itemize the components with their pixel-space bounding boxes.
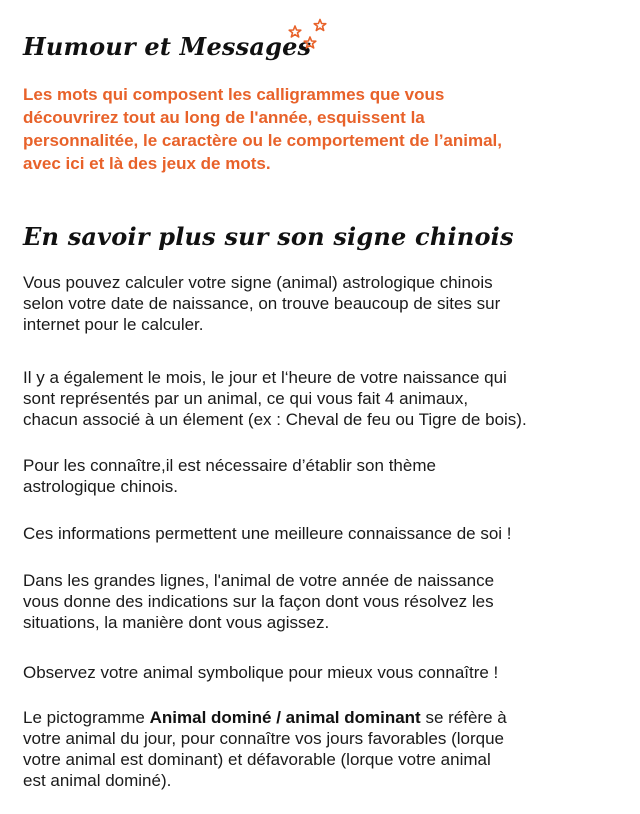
paragraph-theme-astrologique: Pour les connaître,il est nécessaire d’établir son thème astrologique chinois. <box>23 456 436 496</box>
pictogramme-text-before: Le pictogramme <box>23 708 150 727</box>
intro-calligrammes: Les mots qui composent les calligrammes que vous découvrirez tout au long de l'année, esquissent la personnalitée, le caractère ou le comportement de l’animal, avec ici et là des jeux de mots. <box>23 85 502 173</box>
star-icon <box>289 26 301 37</box>
paragraph-pictogramme <box>23 707 640 791</box>
paragraph-grandes-lignes: Dans les grandes lignes, l'animal de votre année de naissance vous donne des indications sur la façon dont vous résolvez les situations, la manière dont vous agissez. <box>23 571 495 632</box>
paragraph-calcul-signe: Vous pouvez calculer votre signe (animal) astrologique chinois selon votre date de naissance, on trouve beaucoup de sites sur internet pour le calculer. <box>23 273 501 334</box>
star-icon <box>314 20 326 31</box>
paragraph-observez: Observez votre animal symbolique pour mieux vous connaître ! <box>23 663 499 682</box>
star-icon <box>304 37 316 48</box>
heading-humour-et-messages: Humour et Messages <box>23 32 312 61</box>
pictogramme-bold-label: Animal dominé / animal dominant <box>149 708 421 727</box>
paragraph-quatre-animaux: Il y a également le mois, le jour et l‘heure de votre naissance qui sont représentés par un animal, ce qui vous fait 4 animaux, chacun associé à un élement (ex : Cheval de feu ou Tigre de bois). <box>23 368 527 429</box>
stars-icon <box>287 18 331 54</box>
pictogramme-text-after: se réfère à votre animal du jour, pour connaître vos jours favorables (lorque votre animal est dominant) et défavorable (lorque votre animal est animal dominé). <box>23 708 507 790</box>
heading-signe-chinois: En savoir plus sur son signe chinois <box>23 222 514 251</box>
paragraph-connaissance-soi: Ces informations permettent une meilleure connaissance de soi ! <box>23 524 512 543</box>
